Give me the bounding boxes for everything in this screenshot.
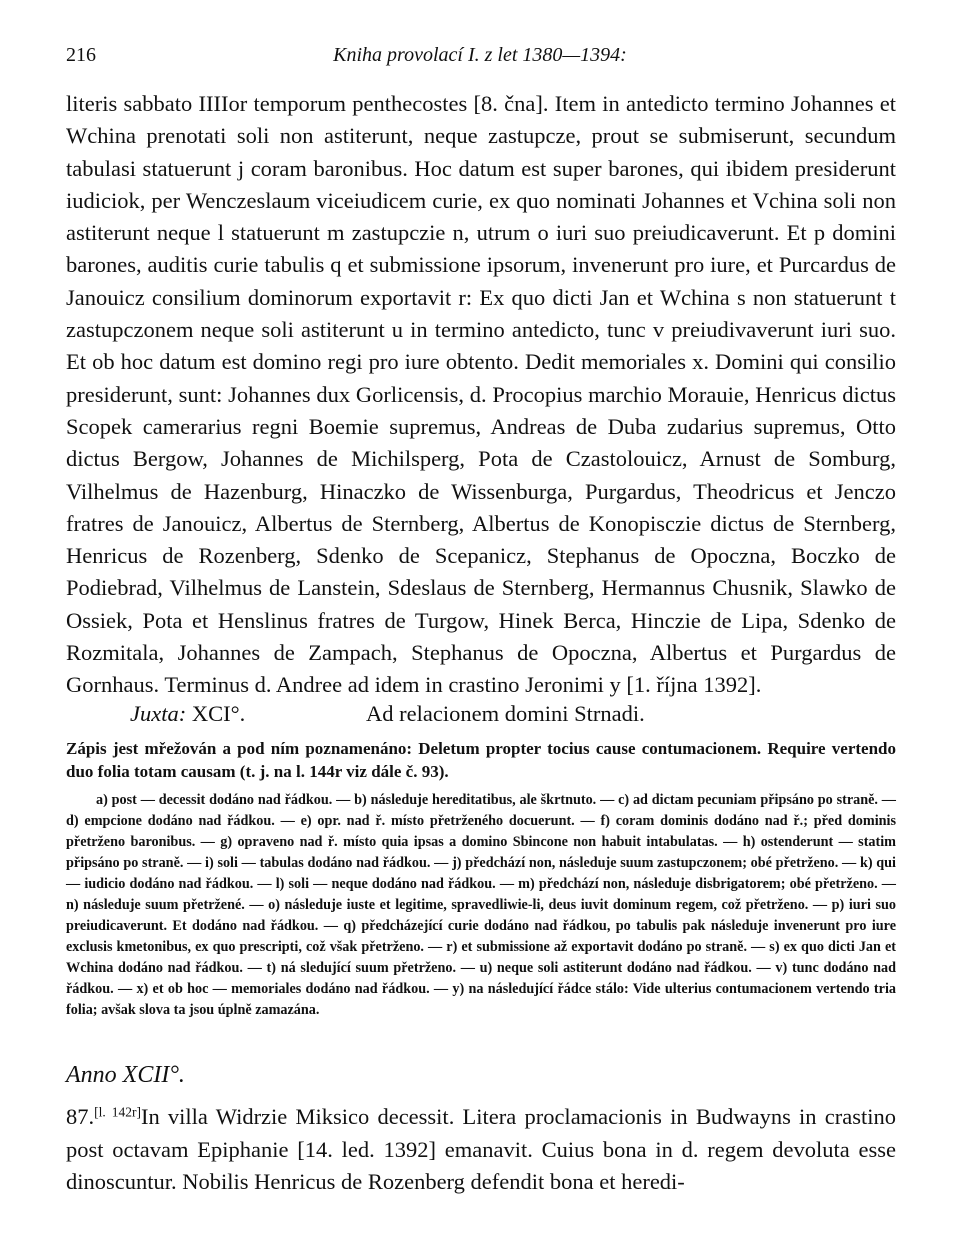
page-number: 216: [66, 44, 96, 66]
main-text: [66, 88, 896, 702]
juxta-label: Juxta:: [130, 701, 187, 726]
folio-reference: [l. 142r]: [94, 1104, 141, 1120]
editorial-note-text: Zápis jest mřežován a pod ním poznamenáno: Deletum propter tocius cause contumacionem. Require vertendo duo folia totam causam (t. j. na l. 144r viz dále č. 93).: [66, 739, 896, 781]
year-heading: Anno XCII°.: [66, 1062, 185, 1088]
footnotes: [66, 790, 896, 1021]
page-header: [66, 44, 894, 72]
relacio-note: Ad relacionem domini Strnadi.: [366, 701, 645, 726]
running-title: Kniha provolací I. z let 1380—1394:: [333, 44, 627, 66]
main-paragraph: literis sabbato IIIIor temporum penthecostes [8. čna]. Item in antedicto termino Johannes et Wchina prenotati soli non astiterunt, neque zastupcze, prout se submiserunt, secundum tabulasi statuerunt j coram baronibus. Hoc datum est super barones, qui ibidem presiderunt iudiciok, per Wenczeslaum viceiudicem curie, ex quo nominati Johannes et Vchina soli non astiterunt neque l statuerunt m zastupczie n, utrum o iuri suo preiudicaverunt. Et p domini barones, auditis curie tabulis q et submissione ipsorum, invenerunt pro iure, et Purcardus de Janouicz consilium dominorum exportavit r: Ex quo dicti Jan et Wchina s non statuerunt t zastupczonem neque soli astiterunt u in termino antedicto, tunc v preiudivaverunt iuri suo. Et ob hoc datum est domino regi pro iure obtento. Dedit memoriales x. Domini qui consilio presiderunt, sunt: Johannes dux Gorlicensis, d. Procopius marchio Morauie, Henricus dictus Scopek camerarius regni Boemie supremus, Andreas de Duba zudarius supremus, Otto dictus Bergow, Johannes de Michilsperg, Pota de Czastolouicz, Arnust de Somburg, Vilhelmus de Hazenburg, Hinaczko de Wissenburga, Purgardus, Theodricus et Jenczo fratres de Janouicz, Albertus de Sternberg, Albertus de Konopisczie dictus de Sternberg, Henricus de Rozenberg, Sdenko de Scepanicz, Stephanus de Opoczna, Boczko de Podiebrad, Vilhelmus de Lanstein, Sdeslaus de Sternberg, Hermannus Chusnik, Slawko de Ossiek, Pota et Henslinus fratres de Turgow, Hinek Berca, Hinczie de Lipa, Sdenko de Rozmitala, Johannes de Zampach, Stephanus de Opoczna, Albertus et Purgardus de Gornhaus. Terminus d. Andree ad idem in crastino Jeronimi y [1. října 1392].: [66, 91, 896, 698]
editorial-note: [66, 737, 896, 783]
juxta-note: [130, 701, 245, 727]
footnotes-text: a) post — decessit dodáno nad řádkou. — b) následuje hereditatibus, ale škrtnuto. — c) ad dictam pecuniam připsáno po straně. — d) empcione dodáno nad řádkou. — e) opr. nad ř. místo přetrženého docuerunt. — f) coram dominis dodáno nad ř.; před dominis přetrženo baronibus. — g) opraveno nad ř. místo quia ipsas a domino Sbincone non habuit intabulatas. — h) ostenderunt — statim připsáno po straně. — i) soli — tabulas dodáno nad řádkou. — j) předchází non, následuje suum zastupczonem; obé přetrženo. — k) qui — iudicio dodáno nad řádkou. — l) soli — neque dodáno nad řádkou. — m) předchází non, následuje disbrigatorem; obé přetrženo. — n) následuje suum přetržené. — o) následuje iuste et legitime, spravedliwie-li, deus iuvit dominum regem, což přetrženo. — p) iuri suo preiudicaverunt. Et dodáno nad řádkou. — q) předcházející curie dodáno nad řádkou, po tabulis pak následuje invenerunt pro iure exclusis kmetonibus, ex quo prescripti, což však přetrženo. — r) et submissione až exportavit dodáno po straně. — s) ex quo dicti Jan et Wchina dodáno nad řádkou. — t) ná sledující suum přetrženo. — u) neque soli astiterunt dodáno nad řádkou. — v) tunc dodáno nad řádkou. — x) et ob hoc — memoriales dodáno nad řádkou. — y) na následující řádce stálo: Vide ulterius contumacionem vertendo tria folia; avšak slova ta jsou úplně zamazána.: [66, 792, 896, 1018]
juxta-value: XCI°.: [191, 701, 246, 726]
entry-87: [66, 1101, 896, 1199]
entry-number: 87.: [66, 1104, 95, 1129]
entry-text: In villa Widrzie Miksico decessit. Litera proclamacionis in Budwayns in crastino post octavam Epiphanie [14. led. 1392] emanavit. Cuius bona in d. regem devoluta esse dinoscuntur. Nobilis Henricus de Rozenberg defendit bona et heredi-: [66, 1104, 896, 1194]
